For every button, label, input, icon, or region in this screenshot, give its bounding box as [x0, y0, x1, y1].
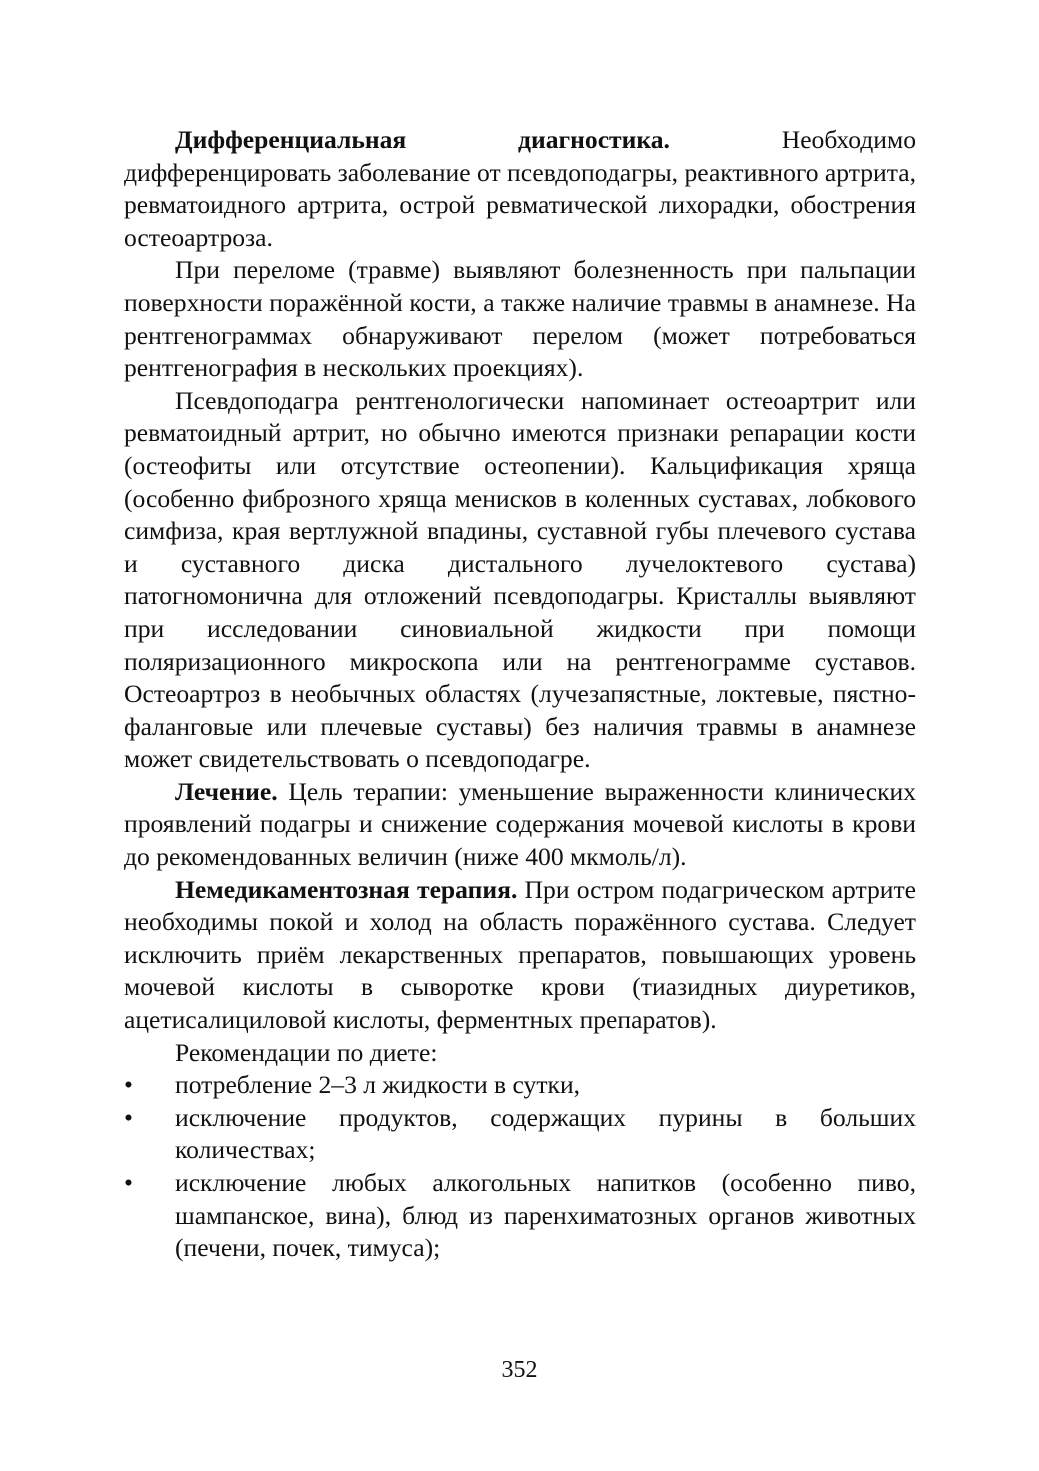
paragraph-text: Псевдоподагра рентгенологически напоминает остеоартрит или ревматоидный артрит, но обычно имеются признаки репарации кости (остеофиты или отсутствие остеопении). Кальцификация хряща (особенно фиброзного хряща менисков в коленных суставах, лобкового симфиза, края вертлужной впадины, суставной губы плечевого сустава и суставного диска дистального лучелоктевого сустава) патогномонична для отложений псевдоподагры. Кристаллы выявляют при исследовании синовиальной жидкости при помощи поляризационного микроскопа или на рентгенограмме суставов. Остеоартроз в необычных областях (лучезапястные, локтевые, пястно-фаланговые или плечевые суставы) без наличия травмы в анамнезе может свидетельствовать о псевдоподагре.	[124, 385, 916, 774]
bullet-icon: •	[124, 1102, 133, 1132]
bullet-icon: •	[124, 1070, 133, 1100]
list-item	[124, 1069, 916, 1102]
paragraph-diet-intro	[124, 1037, 916, 1070]
list-item-text: исключение любых алкогольных напитков (особенно пиво, шампанское, вина), блюд из паренхиматозных органов животных (печени, почек, тимуса);	[175, 1168, 916, 1263]
page-body	[124, 124, 916, 1265]
page-number: 352	[501, 1357, 538, 1383]
list-item-text: потребление 2–3 л жидкости в сутки,	[175, 1070, 581, 1100]
bullet-icon: •	[124, 1168, 133, 1197]
paragraph-non-drug-therapy	[124, 874, 916, 1037]
heading-non-drug-therapy: Немедикаментозная терапия.	[175, 874, 518, 904]
paragraph-pseudogout	[124, 385, 916, 776]
paragraph-text: Необходимо дифференцировать заболевание от псевдоподагры, реактивного артрита, ревматоидного артрита, острой ревматической лихорадки, обострения остеоартроза.	[124, 125, 916, 252]
paragraph-text: При переломе (травме) выявляют болезненность при пальпации поверхности поражённой кости, а также наличие травмы в анамнезе. На рентгенограммах обнаруживают перелом (может потребоваться рентгенография в нескольких проекциях).	[124, 255, 916, 383]
list-item	[124, 1167, 916, 1265]
paragraph-treatment	[124, 776, 916, 874]
list-item-text: исключение продуктов, содержащих пурины в больших количествах;	[175, 1102, 916, 1165]
list-item	[124, 1102, 916, 1167]
paragraph-differential-diagnosis	[124, 124, 916, 254]
paragraph-text: При остром подагрическом артрите необходимы покой и холод на область поражённого сустава. Следует исключить приём лекарственных препаратов, повышающих уровень мочевой кислоты в сыворотке крови (тиазидных диуретиков, ацетисалициловой кислоты, ферментных препаратов).	[124, 874, 916, 1035]
heading-treatment: Лечение.	[175, 776, 278, 806]
diet-recommendations-list	[124, 1069, 916, 1265]
heading-differential-diagnosis: Дифференциальная диагностика.	[175, 125, 670, 154]
paragraph-text: Цель терапии: уменьшение выраженности клинических проявлений подагры и снижение содержания мочевой кислоты в крови до рекомендованных величин (ниже 400 мкмоль/л).	[124, 776, 916, 872]
paragraph-fracture	[124, 254, 916, 384]
paragraph-text: Рекомендации по диете:	[175, 1037, 438, 1067]
